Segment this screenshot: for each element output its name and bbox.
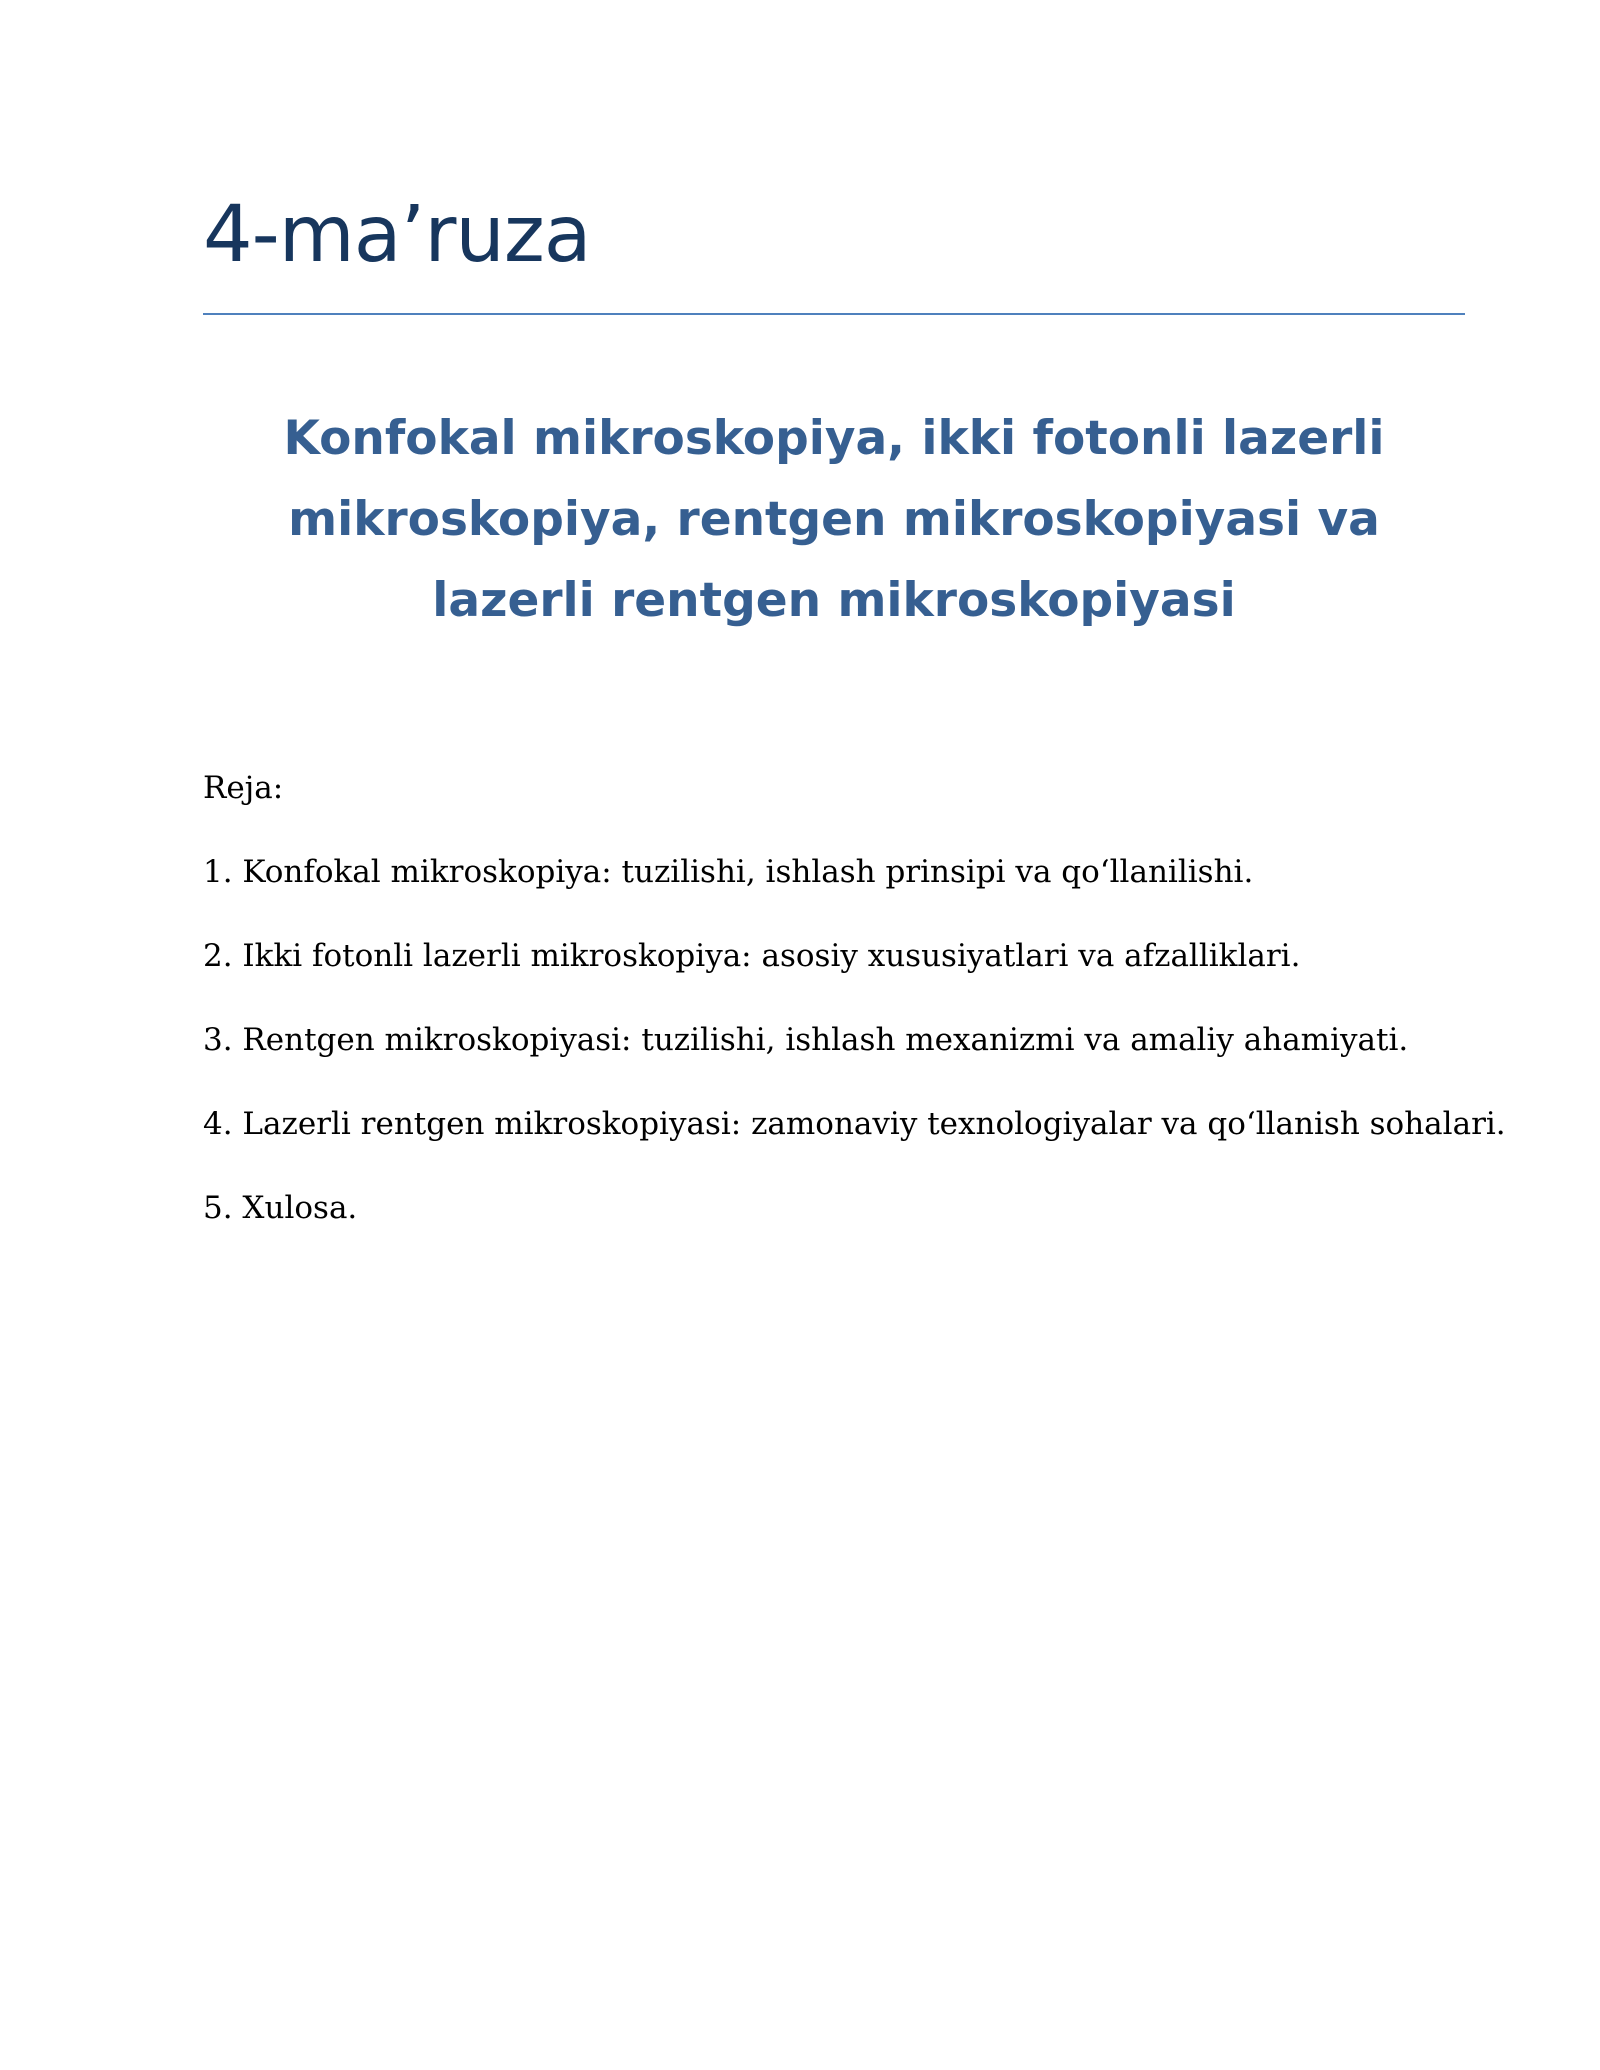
plan-item-4: 4. Lazerli rentgen mikroskopiyasi: zamonaviy texnologiyalar va qo‘llanish sohalari. [203, 1106, 1506, 1142]
plan-item-1: 1. Konfokal mikroskopiya: tuzilishi, ishlash prinsipi va qo‘llanilishi. [203, 854, 1254, 890]
plan-item-3: 3. Rentgen mikroskopiyasi: tuzilishi, ishlash mexanizmi va amaliy ahamiyati. [203, 1022, 1409, 1058]
plan-item-5: 5. Xulosa. [203, 1190, 358, 1226]
plan-item-2: 2. Ikki fotonli lazerli mikroskopiya: asosiy xususiyatlari va afzalliklari. [203, 938, 1301, 974]
lecture-title: 4-ma’ruza [203, 190, 591, 280]
plan-list [203, 850, 1506, 1270]
lecture-topic: Konfokal mikroskopiya, ikki fotonli lazerli mikroskopiya, rentgen mikroskopiyasi va lazerli rentgen mikroskopiyasi [283, 411, 1385, 628]
plan-heading: Reja: [203, 770, 284, 806]
title-divider [203, 313, 1465, 315]
